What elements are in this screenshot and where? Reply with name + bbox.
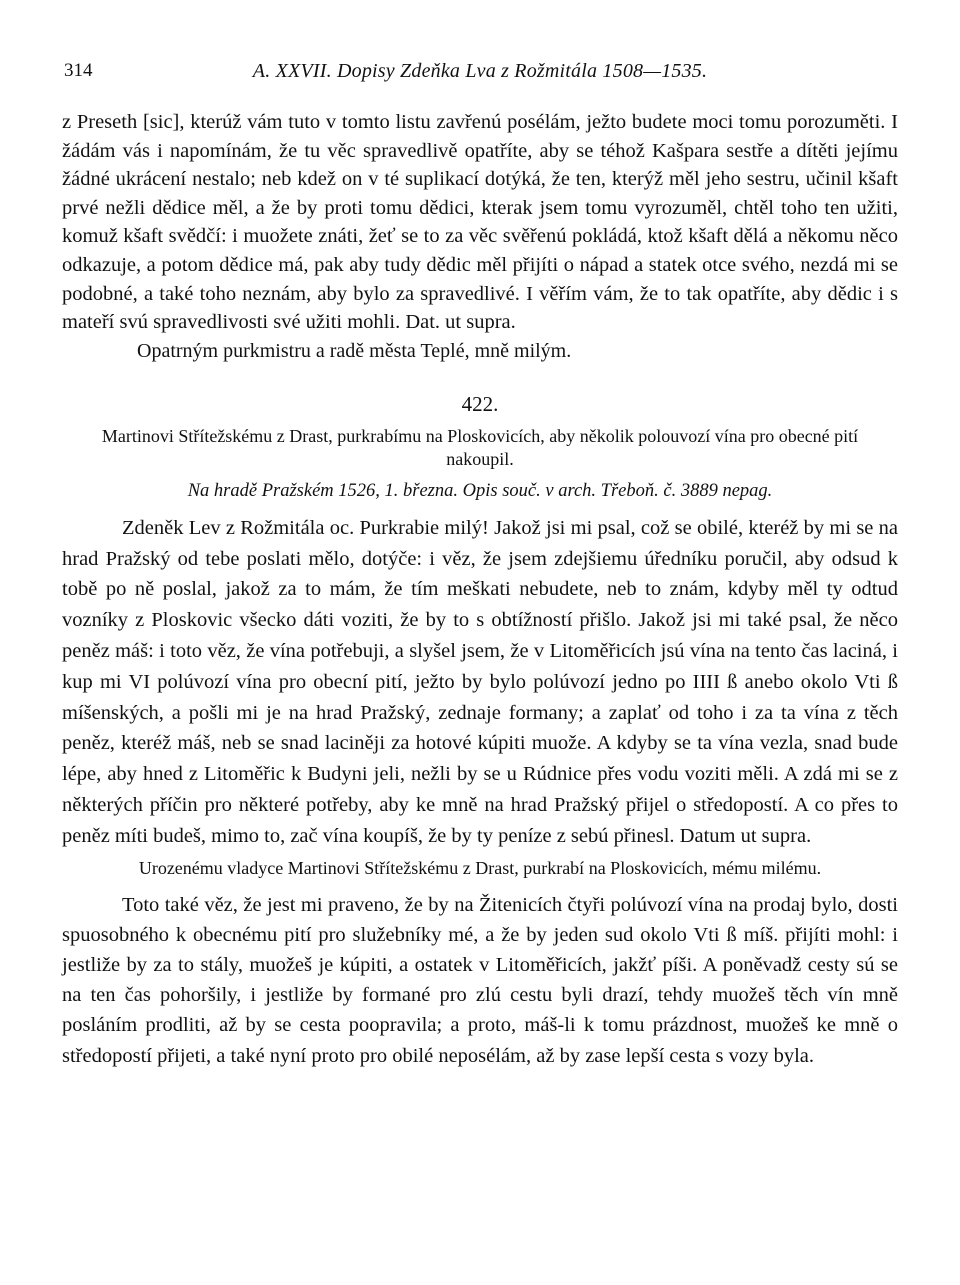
document-source: Na hradě Pražském 1526, 1. března. Opis souč. v arch. Třeboň. č. 3889 nepag. [187,480,773,501]
running-header [62,58,898,92]
document-heading: Martinovi Střítežskému z Drast, purkrabímu na Ploskovicích, aby několik polouvozí vína pro obecné pití nakoupil. [101,425,859,469]
letter-continuation-address: Opatrným purkmistru a radě města Teplé, mně milým. [137,339,572,362]
document-address: Urozenému vladyce Martinovi Střítežskému z Drast, purkrabí na Ploskovicích, mému milému. [138,857,822,878]
document-postscript: Toto také věz, že jest mi praveno, že by na Žitenicích čtyři polúvozí vína na prodaj bylo, dosti spuosobného k obecnému pití pro služebníky mé, a že by jeden sud okolo Vti ß míš. přijíti mohl: i jestliže by za to stály, muožeš je kúpiti, a ostatek v Litoměřicích, jakžť píši. A poněvadž cesty sú se na ten čas pohoršily, i jestliže by formané pro zlú cestu byli drazí, tehdy muožeš těch vín mně posláním prodliti, až by se cesta poopravila; a proto, máš-li k tomu prázdnost, muožeš ke mně o středopostí přijeti, a také nyní proto pro obilé neposélám, až by zase lepší cesta s vozy byla. [62,893,898,1067]
letter-continuation-text: z Preseth [sic], kterúž vám tuto v tomto listu zavřenú posélám, ježto budete moci tomu porozuměti. I žádám vás i napomínám, že tu věc spravedlivě opatříte, aby se téhož Kašpara sestře a dítěti jejímu žádné ukrácení nestalo; neb kdež on v té suplikací dotýká, že ten, kterýž měl jeho sestru, učinil kšaft prvé nežli dědice měl, a že by proti tomu dědici, kterak jsem tomu vyrozuměl, chtěl toho ten užiti, komuž kšaft svědčí: i muožete znáti, žeť se to za věc svěřenú pokládá, ktož kšaft dělá a někomu něco odkazuje, a potom dědice má, pak aby tudy dědic měl přijíti o nápad a statek otce svého, nezdá mi se podobné, a také toho neznám, aby bylo za spravedlivé. I věřím vám, že to tak opatříte, aby dědic i s mateří svú spravedlivosti své užiti mohli. Dat. ut supra. [62,111,898,334]
document-number: 422. [461,391,499,416]
page-number: 314 [64,60,93,81]
running-title: A. XXVII. Dopisy Zdeňka Lva z Rožmitála 1508—1535. [252,60,708,82]
document-body: Zdeněk Lev z Rožmitála oc. Purkrabie milý! Jakož jsi mi psal, což se obilé, kteréž by mi se na hrad Pražský od tebe poslati mělo, dotýče: i věz, že jsem zdejšiemu úředníku poručil, aby odsud k tobě po ně poslal, jakož za to mám, že tím meškati nebudete, neb to znám, kdyby měl ty odtud vozníky z Ploskovic všecko dáti voziti, že by to s obtížností přišlo. Jakož jsi mi také psal, že něco peněz máš: i toto věz, že vína potřebuji, a slyšel jsem, že v Litoměřicích jsú vína na tento čas laciná, i kup mi VI polúvozí vína pro obecní pití, ježto by bylo polúvozí jedno po IIII ß anebo okolo Vti ß míšenských, a pošli mi je na hrad Pražský, zednaje formany; a zaplať od toho i za ta vína z těch peněz, kteréž máš, neb se snad laciněji za hotové kúpiti muože. A kdyby se ta vína vezla, snad bude lépe, aby hned z Litoměřic k Budyni jeli, nežli by se u Rúdnice přes vodu voziti měli. A zdá mi se z některých příčin pro některé potřeby, aby ke mně na hrad Pražský přijel o středopostí. A co přes to peněz míti budeš, mimo to, zač vína koupíš, že by ty peníze z sebú přinesl. Datum ut supra. [62,516,898,847]
